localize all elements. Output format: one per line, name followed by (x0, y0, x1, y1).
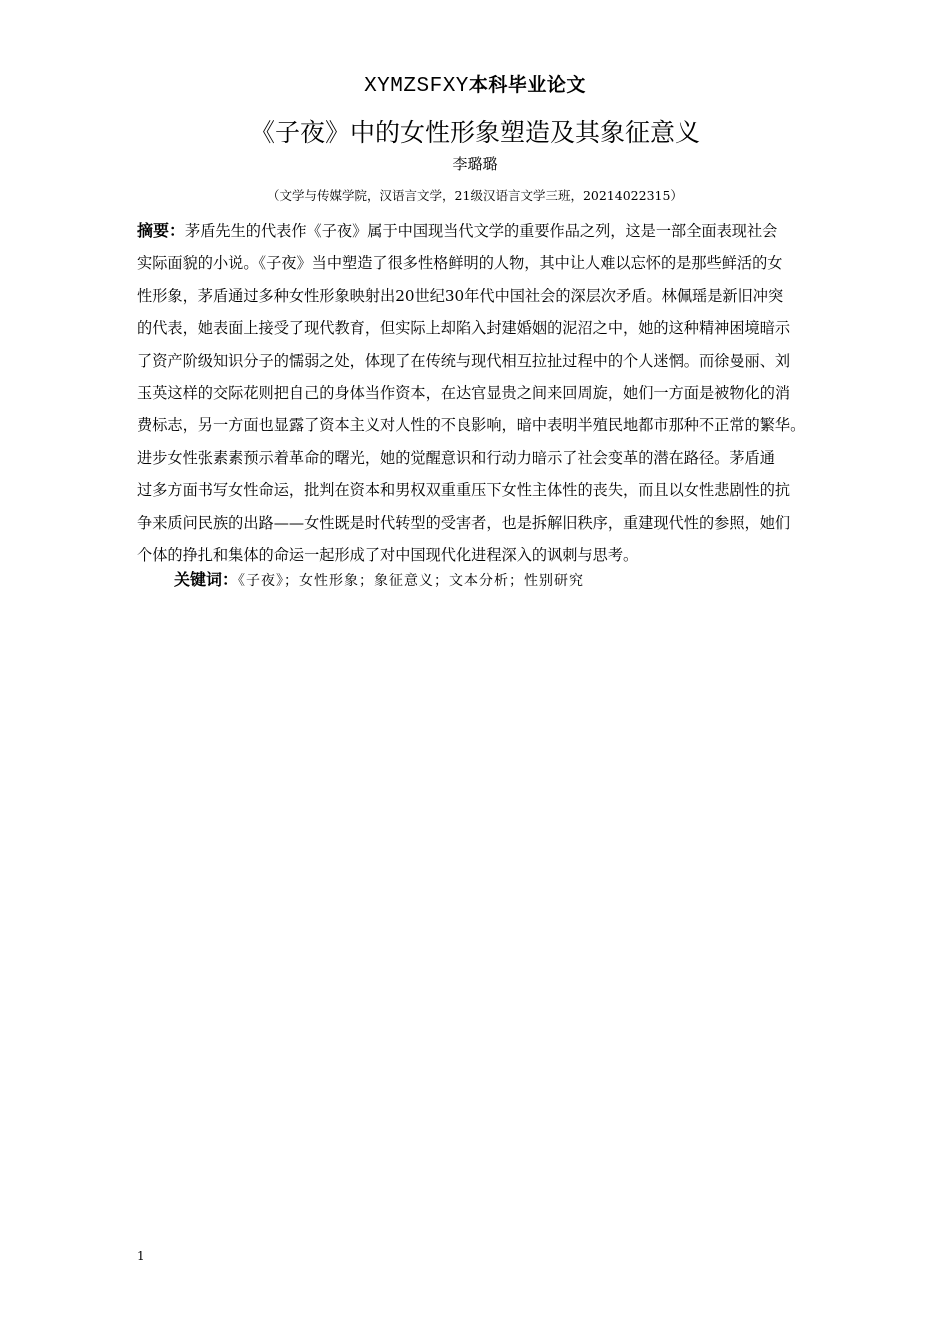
paper-title: 《子夜》中的女性形象塑造及其象征意义 (249, 118, 700, 147)
abstract-line: 费标志，另一方面也显露了资本主义对人性的不良影响，暗中表明半殖民地都市那种不正常的繁华。 (137, 416, 806, 435)
abstract-line: 进步女性张素素预示着革命的曙光，她的觉醒意识和行动力暗示了社会变革的潜在路径。茅盾通 (137, 448, 775, 467)
abstract-line: 实际面貌的小说。《子夜》当中塑造了很多性格鲜明的人物，其中让人难以忘怀的是那些鲜活的女 (137, 254, 783, 273)
header-latin: XYMZSFXY (364, 75, 469, 98)
author-name: 李璐璐 (452, 155, 498, 173)
abstract-line: 过多方面书写女性命运，批判在资本和男权双重重压下女性主体性的丧失，而且以女性悲剧性的抗 (137, 481, 791, 500)
abstract-line (137, 215, 861, 247)
abstract-line-text: 茅盾先生的代表作《子夜》属于中国现当代文学的重要作品之列，这是一部全面表现社会 (185, 222, 778, 240)
abstract-line: 个体的挣扎和集体的命运一起形成了对中国现代化进程深入的讽刺与思考。 (137, 546, 639, 565)
abstract-section (137, 215, 861, 571)
keywords-text: 《子夜》；女性形象；象征意义；文本分析；性别研究 (238, 573, 585, 589)
page-number: 1 (137, 1249, 145, 1263)
abstract-line: 了资产阶级知识分子的懦弱之处，体现了在传统与现代相互拉扯过程中的个人迷惘。而徐曼丽、刘 (137, 351, 791, 370)
header-cjk: 本科毕业论文 (468, 74, 586, 96)
abstract-line: 争来质问民族的出路——女性既是时代转型的受害者，也是拆解旧秩序，重建现代性的参照，她们 (137, 513, 791, 532)
abstract-line: 的代表，她表面上接受了现代教育，但实际上却陷入封建婚姻的泥沼之中，她的这种精神困境暗示 (137, 319, 791, 338)
abstract-line: 玉英这样的交际花则把自己的身体当作资本，在达官显贵之间来回周旋，她们一方面是被物化的消 (137, 384, 791, 403)
keywords-label: 关键词： (174, 570, 239, 589)
thesis-header (0, 70, 950, 98)
abstract-label: 摘要： (137, 221, 186, 240)
keywords-section (174, 567, 864, 594)
author-affiliation: （文学与传媒学院，汉语言文学，21级汉语言文学三班，20214022315） (267, 188, 683, 203)
abstract-line: 性形象，茅盾通过多种女性形象映射出20世纪30年代中国社会的深层次矛盾。林佩瑶是新旧冲突 (137, 286, 784, 305)
